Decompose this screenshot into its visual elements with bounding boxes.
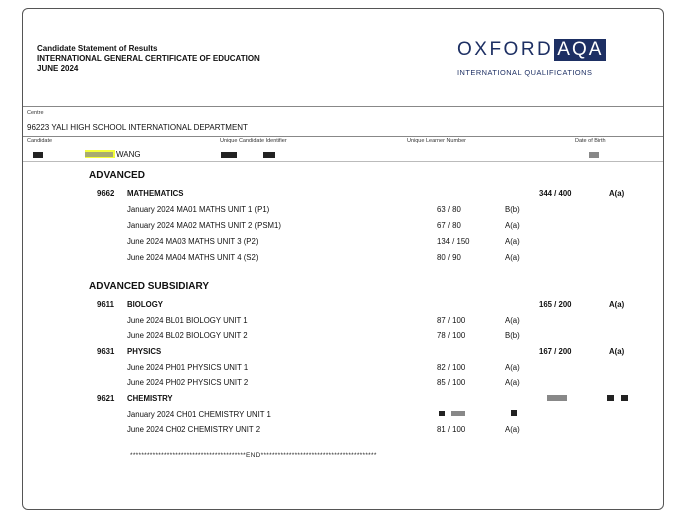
redacted-chem-total — [547, 395, 567, 401]
subject-code: 9621 — [97, 394, 115, 403]
uln-label: Unique Learner Number — [407, 138, 467, 144]
uci-label: Unique Candidate Identifier — [220, 138, 287, 144]
dob-label: Date of Birth — [575, 138, 606, 144]
candidate-label: Candidate — [27, 138, 53, 144]
unit-grade: A(a) — [505, 253, 520, 262]
unit-name: June 2024 BL01 BIOLOGY UNIT 1 — [127, 316, 248, 325]
candidate-divider — [23, 161, 663, 162]
unit-grade: A(a) — [505, 378, 520, 387]
subject-name: BIOLOGY — [127, 300, 163, 309]
subject-code: 9611 — [97, 300, 114, 309]
statement-title: Candidate Statement of Results — [37, 44, 158, 53]
unit-name: June 2024 BL02 BIOLOGY UNIT 2 — [127, 331, 248, 340]
end-marker: *****************************************END***************************************** — [130, 452, 377, 459]
unit-grade: A(a) — [505, 221, 520, 230]
unit-grade: B(b) — [505, 331, 520, 340]
unit-name: January 2024 MA01 MATHS UNIT 1 (P1) — [127, 205, 270, 214]
redacted-uci-1 — [221, 152, 237, 158]
centre-label: Centre — [27, 110, 44, 116]
unit-name: June 2024 CH02 CHEMISTRY UNIT 2 — [127, 425, 261, 434]
redacted-uci-2 — [263, 152, 275, 158]
unit-mark: 134 / 150 — [437, 237, 470, 246]
unit-name: June 2024 PH01 PHYSICS UNIT 1 — [127, 363, 249, 372]
unit-grade: A(a) — [505, 363, 520, 372]
oxford-aqa-logo — [457, 39, 606, 61]
subject-name: CHEMISTRY — [127, 394, 173, 403]
subject-name: PHYSICS — [127, 347, 162, 356]
unit-mark: 63 / 80 — [437, 205, 461, 214]
redacted-chem-mark-2 — [451, 411, 465, 416]
subject-total: 165 / 200 — [539, 300, 572, 309]
unit-grade: A(a) — [505, 237, 520, 246]
unit-grade: B(b) — [505, 205, 520, 214]
redacted-block — [33, 152, 43, 158]
unit-name: June 2024 MA04 MATHS UNIT 4 (S2) — [127, 253, 259, 262]
redacted-chem-grade-1 — [607, 395, 614, 401]
subject-total: 344 / 400 — [539, 189, 572, 198]
unit-mark: 87 / 100 — [437, 316, 466, 325]
unit-name: June 2024 MA03 MATHS UNIT 3 (P2) — [127, 237, 259, 246]
subject-code: 9662 — [97, 189, 115, 198]
unit-grade: A(a) — [505, 316, 520, 325]
subject-grade: A(a) — [609, 347, 625, 356]
unit-mark: 78 / 100 — [437, 331, 466, 340]
candidate-surname: WANG — [116, 150, 141, 159]
as-heading: ADVANCED SUBSIDIARY — [89, 281, 210, 292]
unit-mark: 81 / 100 — [437, 425, 466, 434]
logo-oxford-text: OXFORD — [457, 39, 554, 60]
unit-mark: 82 / 100 — [437, 363, 466, 372]
header-divider — [23, 106, 663, 107]
unit-mark: 80 / 90 — [437, 253, 461, 262]
qualification-title: INTERNATIONAL GENERAL CERTIFICATE OF EDUCATION — [37, 54, 260, 63]
subject-code: 9631 — [97, 347, 115, 356]
unit-mark: 85 / 100 — [437, 378, 466, 387]
unit-name: June 2024 PH02 PHYSICS UNIT 2 — [127, 378, 249, 387]
redacted-dob — [589, 152, 599, 158]
centre-value: 96223 YALI HIGH SCHOOL INTERNATIONAL DEPARTMENT — [27, 123, 248, 132]
unit-grade: A(a) — [505, 425, 520, 434]
results-statement — [22, 8, 664, 510]
advanced-heading: ADVANCED — [89, 170, 145, 181]
redacted-chem-mark-1 — [439, 411, 445, 416]
redacted-chem-unit-grade — [511, 410, 517, 416]
series-title: JUNE 2024 — [37, 64, 79, 73]
subject-name: MATHEMATICS — [127, 189, 184, 198]
redacted-chem-grade-2 — [621, 395, 628, 401]
subject-total: 167 / 200 — [539, 347, 572, 356]
redacted-given-name — [85, 152, 113, 157]
unit-mark: 67 / 80 — [437, 221, 461, 230]
subject-grade: A(a) — [609, 189, 625, 198]
logo-aqa-text: AQA — [554, 39, 606, 61]
unit-name: January 2024 MA02 MATHS UNIT 2 (PSM1) — [127, 221, 281, 230]
unit-name: January 2024 CH01 CHEMISTRY UNIT 1 — [127, 410, 271, 419]
subject-grade: A(a) — [609, 300, 625, 309]
centre-divider — [23, 136, 663, 137]
logo-subtitle: INTERNATIONAL QUALIFICATIONS — [457, 68, 593, 77]
